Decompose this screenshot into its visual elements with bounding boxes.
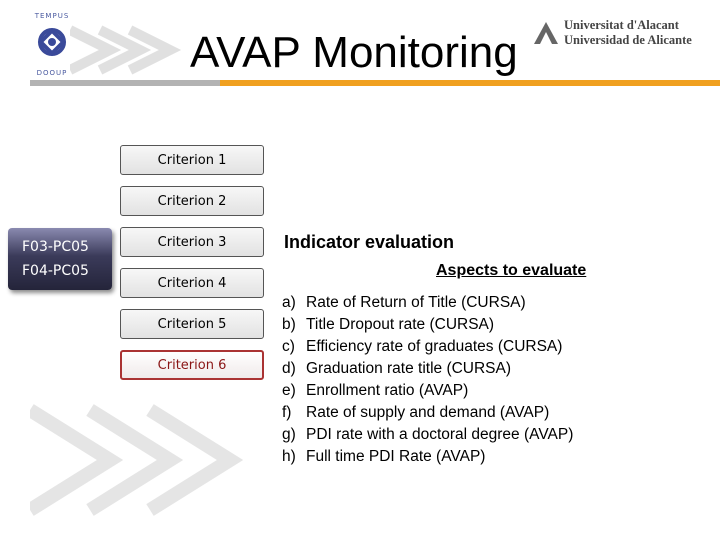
list-item: b) Title Dropout rate (CURSA) — [282, 316, 495, 333]
list-item: a) Rate of Return of Title (CURSA) — [282, 294, 526, 311]
tempus-emblem-icon — [24, 20, 80, 64]
list-item: d) Graduation rate title (CURSA) — [282, 360, 512, 377]
criterion-label: Criterion 1 — [157, 152, 227, 168]
list-item: f) Rate of supply and demand (AVAP) — [282, 404, 550, 421]
list-item: g) PDI rate with a doctoral degree (AVAP) — [282, 426, 574, 443]
tempus-logo-text-top: TEMPUS — [34, 12, 70, 20]
aspects-list — [282, 292, 573, 468]
tempus-logo — [24, 12, 80, 78]
criterion-6-button[interactable] — [120, 350, 264, 380]
indicator-title: Indicator evaluation — [284, 232, 455, 252]
university-name-line2: Universidad de Alicante — [564, 33, 692, 47]
list-item: h) Full time PDI Rate (AVAP) — [282, 448, 486, 465]
form-code: F04-PC05 — [22, 263, 89, 279]
form-code: F03-PC05 — [22, 239, 89, 255]
criterion-label: Criterion 6 — [157, 357, 227, 373]
aspects-heading: Aspects to evaluate — [436, 262, 587, 279]
forms-box[interactable] — [8, 228, 112, 290]
page-title: AVAP Monitoring — [190, 28, 518, 77]
university-emblem-icon — [532, 18, 560, 46]
criterion-1-button[interactable] — [120, 145, 264, 175]
criterion-2-button[interactable] — [120, 186, 264, 216]
list-item: e) Enrollment ratio (AVAP) — [282, 382, 469, 399]
list-item: c) Efficiency rate of graduates (CURSA) — [282, 338, 563, 355]
criterion-label: Criterion 3 — [157, 234, 227, 250]
criterion-label: Criterion 5 — [157, 316, 227, 332]
chevron-watermark-top — [70, 20, 210, 80]
criterion-5-button[interactable] — [120, 309, 264, 339]
university-name — [564, 18, 692, 48]
criterion-3-button[interactable] — [120, 227, 264, 257]
criterion-4-button[interactable] — [120, 268, 264, 298]
criterion-label: Criterion 4 — [157, 275, 227, 291]
tempus-logo-text-bottom: DOOUP — [36, 69, 68, 77]
criterion-label: Criterion 2 — [157, 193, 227, 209]
chevron-watermark-bottom — [30, 400, 250, 520]
university-name-line1: Universitat d'Alacant — [564, 18, 679, 32]
header-divider-orange — [220, 80, 720, 86]
